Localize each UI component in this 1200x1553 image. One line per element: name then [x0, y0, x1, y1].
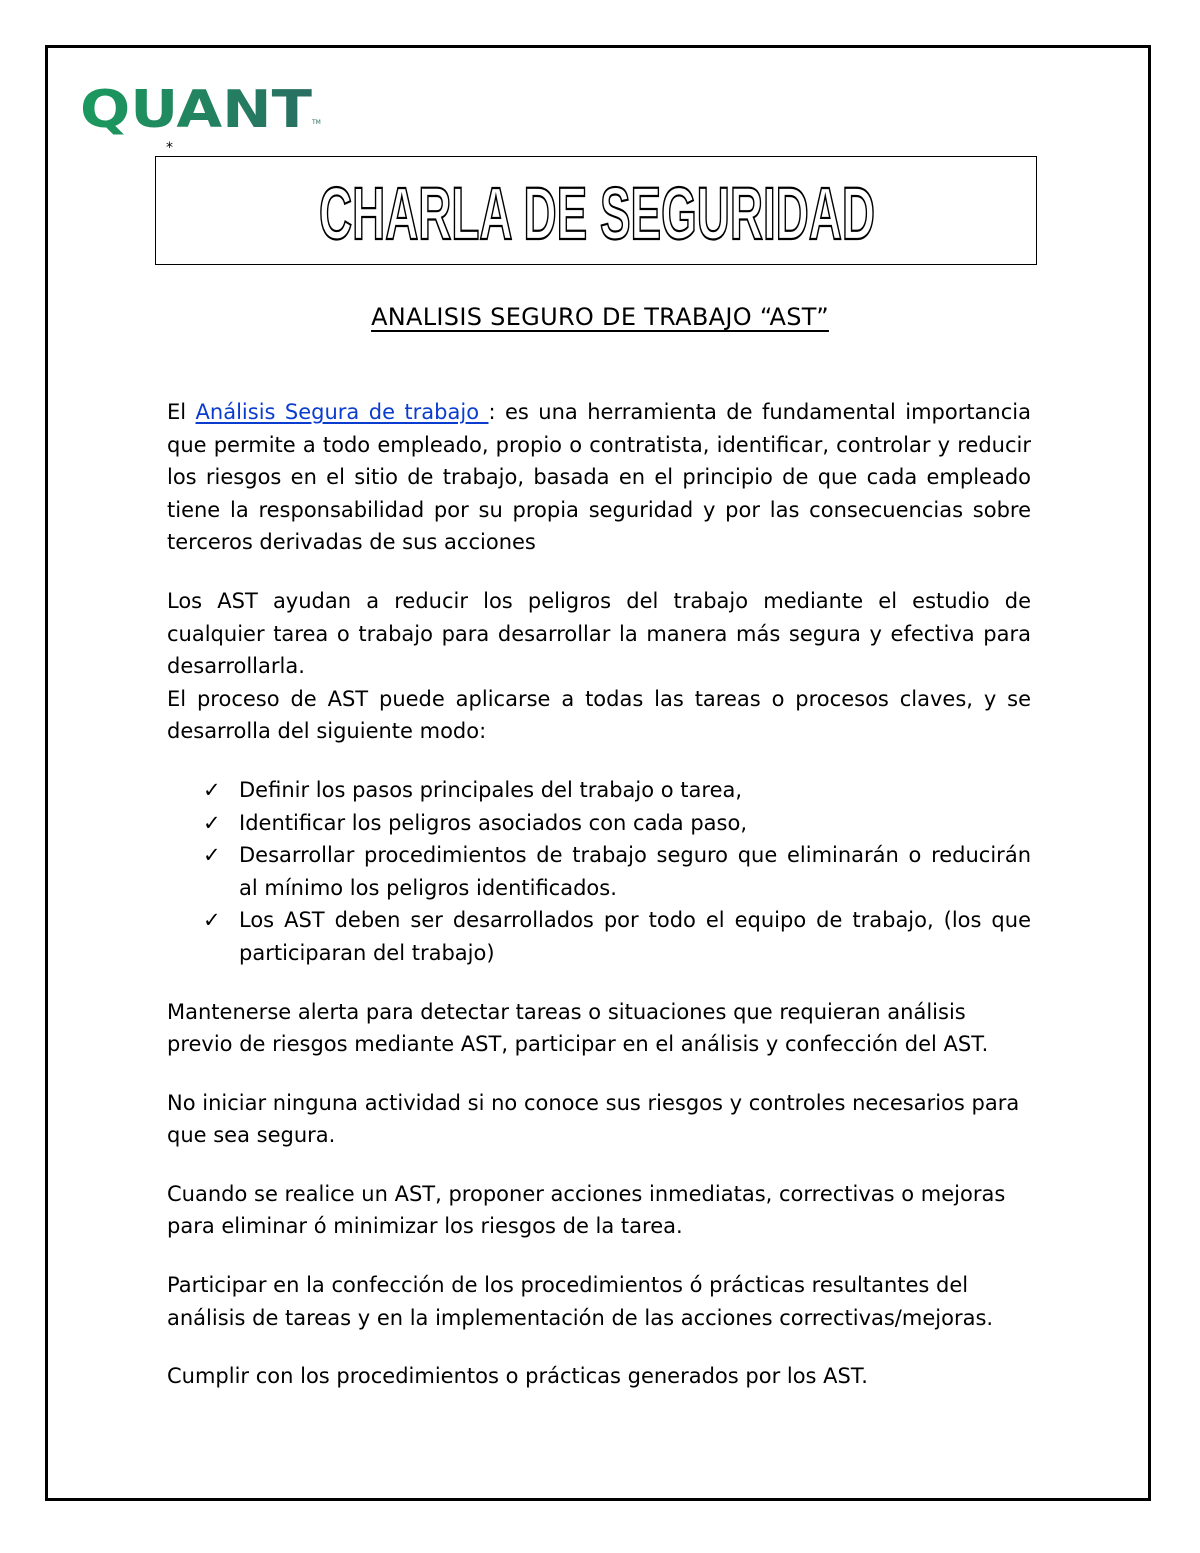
paragraph-comply: Cumplir con los procedimientos o prácticas generados por los AST. — [167, 1364, 868, 1389]
paragraph-propose-actions: Cuando se realice un AST, proponer acciones inmediatas, correctivas o mejoras para eliminar ó minimizar los riesgos de la tarea. — [167, 1181, 1006, 1239]
check-mark-icon: ✓ — [203, 777, 221, 802]
checklist-item-text: Desarrollar procedimientos de trabajo seguro que eliminarán o reducirán al mínimo los peligros identificados. — [239, 843, 1031, 900]
checklist-item-text: Los AST deben ser desarrollados por todo el equipo de trabajo, (los que participaran del trabajo) — [239, 908, 1031, 965]
check-mark-icon: ✓ — [203, 843, 221, 868]
paragraph-ast-process: El proceso de AST puede aplicarse a todas las tareas o procesos claves, y se desarrolla del siguiente modo: — [167, 686, 1031, 744]
checklist-item — [167, 774, 1031, 807]
intro-text: : es una herramienta de fundamental importancia que permite a todo empleado, propio o contratista, identificar, controlar y reducir los riesgos en el sitio de trabajo, basada en el principio de que cada empleado tiene la responsabilidad por su propia seguridad y por las consecuencias sobre terceros derivadas de sus acciones — [167, 400, 1031, 555]
checklist-item-text: Identificar los peligros asociados con cada paso, — [239, 810, 747, 835]
quant-logo — [78, 80, 328, 140]
ast-definition-link[interactable]: Análisis Segura de trabajo — [195, 400, 489, 424]
paragraph-ast-help: Los AST ayudan a reducir los peligros del trabajo mediante el estudio de cualquier tarea o trabajo para desarrollar la manera más segura y efectiva para desarrollarla. — [167, 588, 1031, 679]
checklist-item — [167, 904, 1031, 969]
document-body — [167, 396, 1031, 1393]
small-mark: * — [166, 140, 173, 156]
title-box — [155, 156, 1037, 265]
document-subtitle: ANALISIS SEGURO DE TRABAJO “AST” — [371, 303, 829, 331]
page-title: CHARLA DE SEGURIDAD — [319, 172, 875, 255]
logo-text: QUANT — [80, 80, 313, 140]
checklist-item — [167, 807, 1031, 840]
checklist-item — [167, 839, 1031, 904]
logo-trademark: TM — [312, 119, 321, 126]
checklist-item-text: Definir los pasos principales del trabajo o tarea, — [239, 777, 743, 802]
checklist — [167, 774, 1031, 970]
paragraph-stay-alert: Mantenerse alerta para detectar tareas o situaciones que requieran análisis previo de riesgos mediante AST, participar en el análisis y confección del AST. — [167, 999, 989, 1057]
intro-paragraph — [167, 396, 1031, 559]
check-mark-icon: ✓ — [203, 810, 221, 835]
paragraph-participate: Participar en la confección de los procedimientos ó prácticas resultantes del análisis de tareas y en la implementación de las acciones correctivas/mejoras. — [167, 1273, 994, 1330]
check-mark-icon: ✓ — [203, 908, 221, 933]
intro-prefix: El — [167, 400, 196, 424]
paragraph-do-not-start: No iniciar ninguna actividad si no conoce sus riesgos y controles necesarios para que sea segura. — [167, 1090, 1020, 1148]
